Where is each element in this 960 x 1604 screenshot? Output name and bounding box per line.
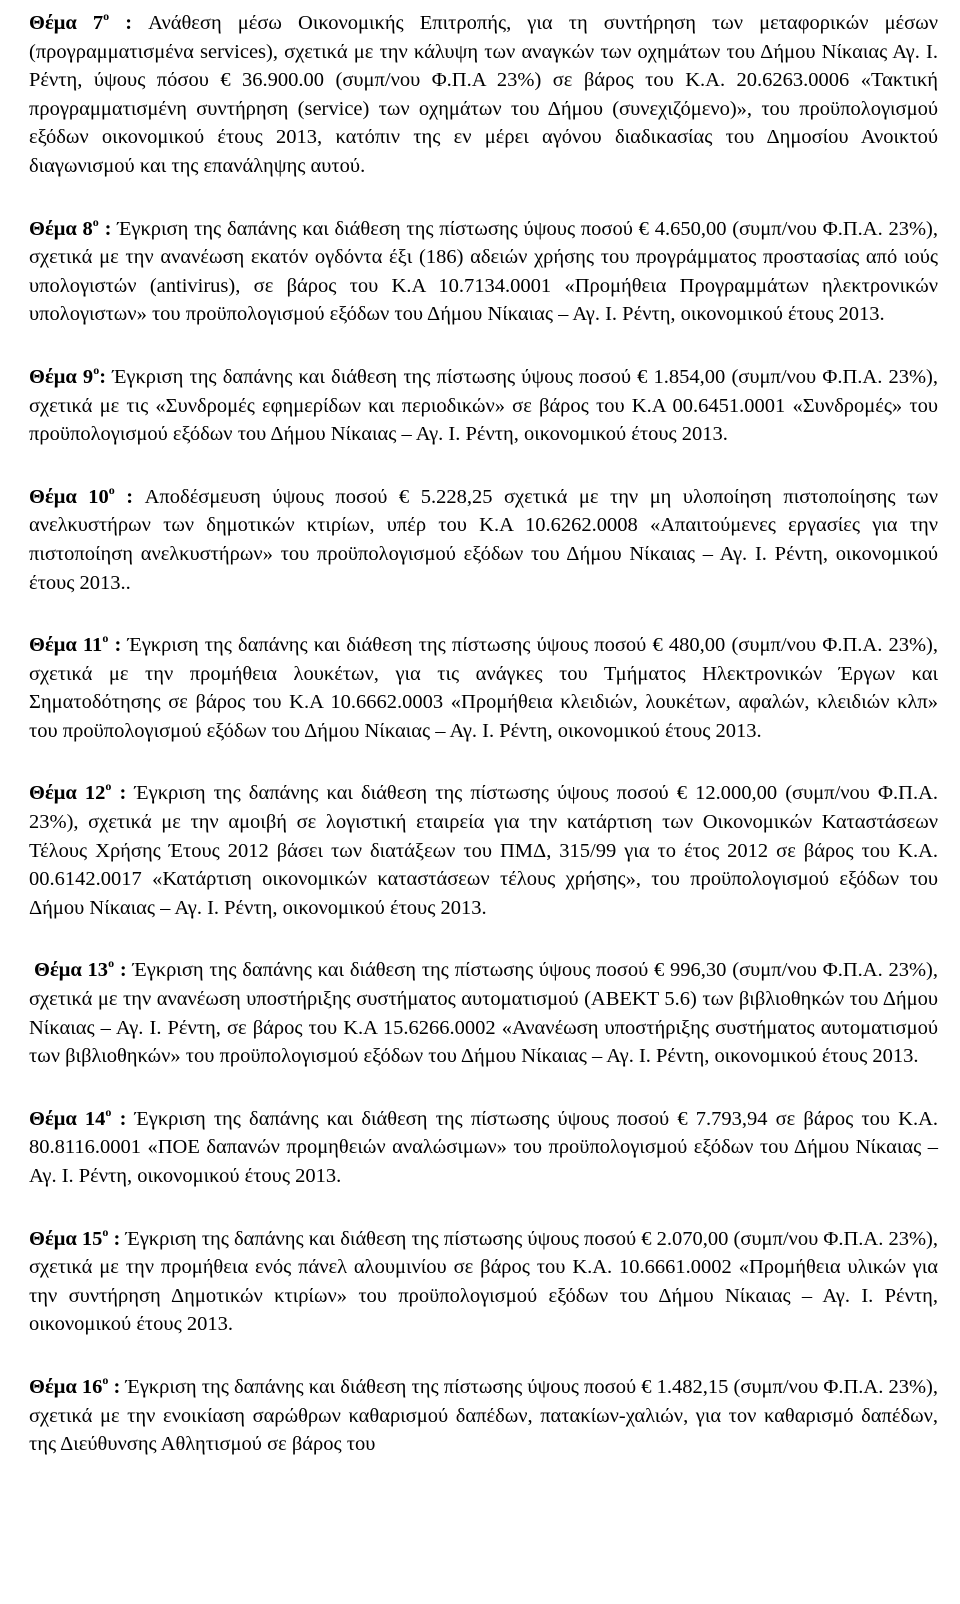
agenda-item-text: Έγκριση της δαπάνης και διάθεση της πίστωσης ύψους ποσού € 2.070,00 (συμπ/νου Φ.Π.Α. 23%), σχετικά με την προμήθεια ενός πάνελ αλουμινίου σε βάρος του Κ.Α. 10.6661.0002 «Προμήθεια υλικών για την συντήρηση Δημοτικών κτιρίων» του προϋπολογισμού εξόδων του Δήμου Νίκαιας – Αγ. Ι. Ρέντη, οικονομικού έτους 2013.	[29, 1227, 938, 1336]
ordinal-superscript: ο	[93, 362, 100, 377]
agenda-item-text: Έγκριση της δαπάνης και διάθεση της πίστωσης ύψους ποσού € 4.650,00 (συμπ/νου Φ.Π.Α. 23%), σχετικά με την ανανέωση εκατόν ογδόντα έξι (186) αδειών χρήσης του προγράμματος προστασίας από ιούς υπολογιστών (antivirus), σε βάρος του Κ.Α 10.7134.0001 «Προμήθεια Προγραμμάτων ηλεκτρονικών υπολογιστων» του προϋπολογισμού εξόδων του Δήμου Νίκαιας – Αγ. Ι. Ρέντη, οικονομικού έτους 2013.	[29, 217, 938, 326]
agenda-item	[29, 476, 938, 597]
agenda-item	[29, 356, 938, 449]
agenda-item	[29, 1218, 938, 1339]
ordinal-superscript: ο	[102, 1372, 109, 1387]
agenda-item-text: Αποδέσμευση ύψους ποσού € 5.228,25 σχετικά με την μη υλοποίηση πιστοποίησης των ανελκυστήρων των δημοτικών κτιρίων, υπέρ του Κ.Α 10.6262.0008 «Απαιτούμενες εργασίες για την πιστοποίηση ανελκυστήρων» του προϋπολογισμού εξόδων του Δήμου Νίκαιας – Αγ. Ι. Ρέντη, οικονομικού έτους 2013..	[29, 485, 938, 594]
agenda-item-text: Έγκριση της δαπάνης και διάθεση της πίστωσης ύψους ποσού € 480,00 (συμπ/νου Φ.Π.Α. 23%), σχετικά με την προμήθεια λουκέτων, για τις ανάγκες του Τμήματος Ηλεκτρονικών Έργων και Σηματοδότησης σε βάρος του Κ.Α 10.6662.0003 «Προμήθεια κλειδιών, λουκέτων, αφαλών, κλειδιών κλπ» του προϋπολογισμού εξόδων του Δήμου Νίκαιας – Αγ. Ι. Ρέντη, οικονομικού έτους 2013.	[29, 634, 939, 742]
ordinal-superscript: ο	[92, 214, 99, 229]
agenda-item-heading: Θέμα 10	[29, 485, 109, 508]
heading-separator: :	[98, 217, 118, 240]
agenda-item	[29, 1098, 938, 1191]
agenda-item-text: Έγκριση της δαπάνης και διάθεση της πίστωσης ύψους ποσού € 12.000,00 (συμπ/νου Φ.Π.Α. 23%), σχετικά με την αμοιβή σε λογιστική εταιρεία για την κατάρτιση των Οικονομικών Καταστάσεων Τέλους Χρήσης Έτους 2012 βάσει των διατάξεων του ΠΜΔ, 315/99 για το έτος 2012 σε βάρος του Κ.Α. 00.6142.0017 «Κατάρτιση οικονομικών καταστάσεων τέλους χρήσης», του προϋπολογισμού εξόδων του Δήμου Νίκαιας – Αγ. Ι. Ρέντη, οικονομικού έτους 2013.	[29, 782, 938, 919]
ordinal-superscript: ο	[108, 956, 115, 971]
ordinal-superscript: ο	[108, 482, 115, 497]
heading-separator: :	[108, 1227, 126, 1250]
agenda-item-text: Έγκριση της δαπάνης και διάθεση της πίστωσης ύψους ποσού € 996,30 (συμπ/νου Φ.Π.Α. 23%), σχετικά με την ανανέωση υποστήριξης συστήματος αυτοματισμού (ABEKT 5.6) των βιβλιοθηκών του Δήμου Νίκαιας – Αγ. Ι. Ρέντη, σε βάρος του Κ.Α 15.6266.0002 «Ανανέωση υποστήριξης συστήματος αυτοματισμού των βιβλιοθηκών» του προϋπολογισμού εξόδων του Δήμου Νίκαιας – Αγ. Ι. Ρέντη, οικονομικού έτους 2013.	[29, 959, 939, 1068]
agenda-item-heading: Θέμα 14	[29, 1107, 106, 1130]
ordinal-superscript: ο	[105, 1104, 112, 1119]
agenda-item-heading: Θέμα 13	[34, 959, 109, 982]
agenda-item-text: Έγκριση της δαπάνης και διάθεση της πίστωσης ύψους ποσού € 7.793,94 σε βάρος του Κ.Α. 80.8116.0001 «ΠΟΕ δαπανών προμηθειών αναλώσιμων» του προϋπολογισμού εξόδων του Δήμου Νίκαιας – Αγ. Ι. Ρέντη, οικονομικού έτους 2013.	[29, 1107, 938, 1187]
ordinal-superscript: ο	[105, 779, 112, 794]
ordinal-superscript: ο	[102, 1224, 109, 1239]
heading-separator: :	[114, 485, 145, 508]
agenda-item-heading: Θέμα 12	[29, 782, 106, 805]
agenda-item	[29, 772, 938, 922]
agenda-item-heading: Θέμα 11	[29, 634, 103, 657]
heading-separator: :	[114, 959, 133, 982]
agenda-item-heading: Θέμα 16	[29, 1375, 103, 1398]
agenda-item	[29, 208, 938, 329]
ordinal-superscript: ο	[102, 631, 109, 646]
heading-separator: :	[109, 12, 149, 34]
agenda-item-heading: Θέμα 8	[29, 217, 93, 240]
agenda-item	[29, 949, 938, 1070]
agenda-item-text: Ανάθεση μέσω Οικονομικής Επιτροπής, για τη συντήρηση των μεταφορικών μέσων (προγραμματισμένα services), σχετικά με την κάλυψη των αναγκών των οχημάτων του Δήμου Νίκαιας Αγ. Ι. Ρέντη, ύψους πόσου € 36.900.00 (συμπ/νου Φ.Π.Α 23%) σε βάρος του Κ.Α. 20.6263.0006 «Τακτική προγραμματισμένη συντήρηση (service) των οχημάτων του Δήμου (συνεχιζόμενο)», του προϋπολογισμού εξόδων οικονομικού έτους 2013, κατόπιν της εν μέρει αγόνου διαδικασίας του Δημοσίου Ανοικτού διαγωνισμού και της επανάληψης αυτού.	[29, 12, 938, 177]
ordinal-superscript: ο	[103, 9, 110, 23]
heading-separator: :	[99, 365, 113, 388]
agenda-item	[29, 2, 938, 181]
heading-separator: :	[111, 782, 135, 805]
heading-separator: :	[108, 634, 128, 657]
agenda-item-heading: Θέμα 9	[29, 365, 94, 388]
heading-separator: :	[108, 1375, 126, 1398]
agenda-item-heading: Θέμα 15	[29, 1227, 103, 1250]
heading-separator: :	[111, 1107, 135, 1130]
agenda-item-heading: Θέμα 7	[29, 12, 104, 34]
agenda-item-text: Έγκριση της δαπάνης και διάθεση της πίστωσης ύψους ποσού € 1.482,15 (συμπ/νου Φ.Π.Α. 23%), σχετικά με την ενοικίαση σαρώθρων καθαρισμού δαπέδων, πατακίων-χαλιών, για τον καθαρισμό δαπέδων, της Διεύθυνσης Αθλητισμού σε βάρος του	[29, 1375, 938, 1456]
agenda-item	[29, 624, 938, 745]
agenda-item	[29, 1366, 938, 1459]
agenda-item-text: Έγκριση της δαπάνης και διάθεση της πίστωσης ύψους ποσού € 1.854,00 (συμπ/νου Φ.Π.Α. 23%), σχετικά με τις «Συνδρομές εφημερίδων και περιοδικών» σε βάρος του Κ.Α 00.6451.0001 «Συνδρομές» του προϋπολογισμού εξόδων του Δήμου Νίκαιας – Αγ. Ι. Ρέντη, οικονομικού έτους 2013.	[29, 365, 939, 446]
